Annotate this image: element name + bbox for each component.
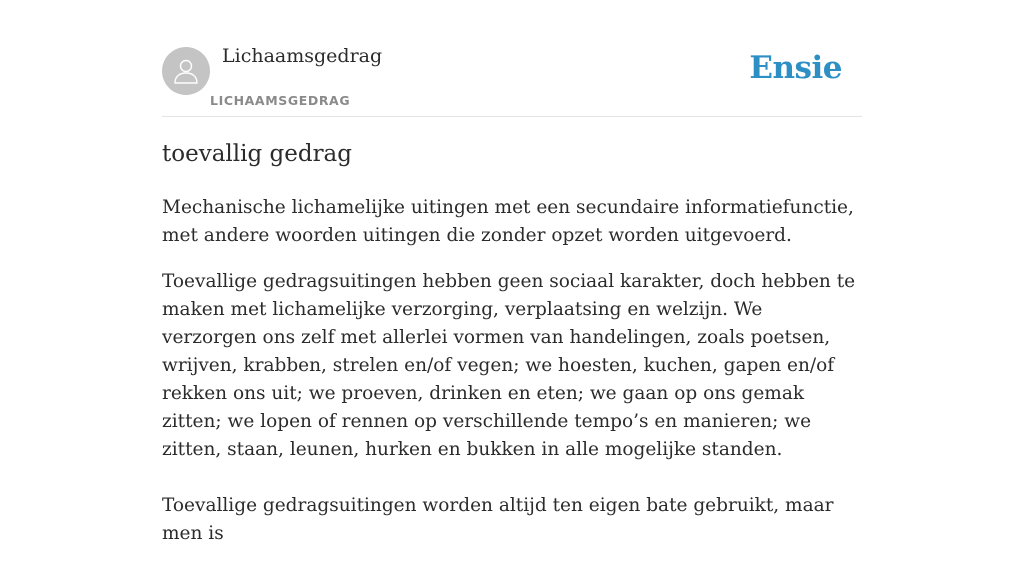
author-name[interactable]: Lichaamsgedrag	[222, 45, 383, 67]
header	[162, 0, 862, 117]
article-content	[162, 136, 862, 566]
article-title: toevallig gedrag	[162, 141, 352, 167]
user-icon	[171, 56, 201, 86]
article-paragraph: Toevallige gedragsuitingen hebben geen sociaal karakter, doch hebben te maken met lichamelijke verzorging, verplaatsing en welzijn. We verzorgen ons zelf met allerlei vormen van handelingen, zoals poetsen, wrijven, krabben, strelen en/of vegen; we hoesten, kuchen, gapen en/of rekken ons uit; we proeven, drinken en eten; we gaan op ons gemak zitten; we lopen of rennen op verschillende tempo’s en manieren; we zitten, staan, leunen, hurken en bukken in alle mogelijke standen. Toevallige gedragsuitingen worden altijd ten eigen bate gebruikt, maar men is	[162, 271, 856, 544]
article-paragraph: Mechanische lichamelijke uitingen met een secundaire informatiefunctie, met andere woorden uitingen die zonder opzet worden uitgevoerd.	[162, 197, 854, 246]
brand-logo[interactable]: Ensie	[749, 50, 842, 86]
category-label[interactable]: LICHAAMSGEDRAG	[210, 93, 351, 108]
avatar[interactable]	[162, 47, 210, 95]
